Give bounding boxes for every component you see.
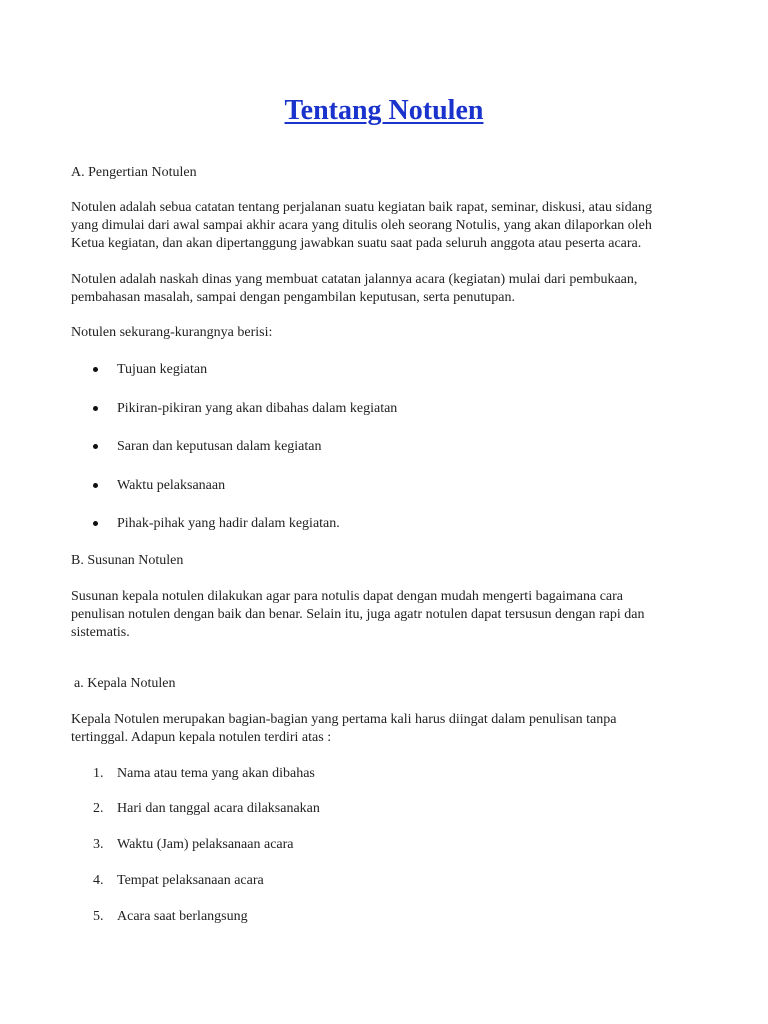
section-b-line-1: Susunan kepala notulen dilakukan agar para notulis dapat dengan mudah mengerti bagaimana cara <box>71 589 624 604</box>
list-number: 5. <box>93 909 104 924</box>
list-number: 4. <box>93 873 104 888</box>
section-a-heading: A. Pengertian Notulen <box>71 165 197 180</box>
list-item-text: Waktu pelaksanaan <box>117 478 226 493</box>
section-b-line-2: penulisan notulen dengan baik dan benar. Selain itu, juga agatr notulen dapat tersusun dengan rapi dan <box>71 607 645 622</box>
list-number: 2. <box>93 801 104 816</box>
bullet-icon <box>93 367 98 372</box>
paragraph-1-line-2: yang dimulai dari awal sampai akhir acara yang ditulis oleh seorang Notulis, yang akan dilaporkan oleh <box>71 218 652 233</box>
list-item-text: Pihak-pihak yang hadir dalam kegiatan. <box>117 516 340 531</box>
list-item-text: Waktu (Jam) pelaksanaan acara <box>117 837 294 852</box>
section-b-heading: B. Susunan Notulen <box>71 553 184 568</box>
subsection-a-heading: a. Kepala Notulen <box>74 676 176 691</box>
list-item-text: Saran dan keputusan dalam kegiatan <box>117 439 322 454</box>
paragraph-1-line-1: Notulen adalah sebua catatan tentang perjalanan suatu kegiatan baik rapat, seminar, diskusi, atau sidang <box>71 200 653 215</box>
list-intro: Notulen sekurang-kurangnya berisi: <box>71 325 273 340</box>
subsection-a-line-2: tertinggal. Adapun kepala notulen terdiri atas : <box>71 730 332 745</box>
list-item-text: Tujuan kegiatan <box>117 362 208 377</box>
paragraph-2-line-2: pembahasan masalah, sampai dengan pengambilan keputusan, serta penutupan. <box>71 290 515 305</box>
list-item-text: Nama atau tema yang akan dibahas <box>117 766 315 781</box>
list-item-text: Acara saat berlangsung <box>117 909 248 924</box>
subsection-a-line-1: Kepala Notulen merupakan bagian-bagian yang pertama kali harus diingat dalam penulisan tanpa <box>71 712 617 727</box>
bullet-icon <box>93 406 98 411</box>
list-item-text: Tempat pelaksanaan acara <box>117 873 264 888</box>
list-item-text: Hari dan tanggal acara dilaksanakan <box>117 801 320 816</box>
paragraph-1-line-3: Ketua kegiatan, dan akan dipertanggung jawabkan suatu saat pada seluruh anggota atau peserta acara. <box>71 236 642 251</box>
bullet-icon <box>93 521 98 526</box>
section-b-line-3: sistematis. <box>71 625 130 640</box>
bullet-icon <box>93 444 98 449</box>
list-number: 3. <box>93 837 104 852</box>
list-number: 1. <box>93 766 104 781</box>
bullet-icon <box>93 483 98 488</box>
paragraph-2-line-1: Notulen adalah naskah dinas yang membuat catatan jalannya acara (kegiatan) mulai dari pembukaan, <box>71 272 638 287</box>
list-item-text: Pikiran-pikiran yang akan dibahas dalam kegiatan <box>117 401 398 416</box>
page-title[interactable]: Tentang Notulen <box>284 95 484 126</box>
